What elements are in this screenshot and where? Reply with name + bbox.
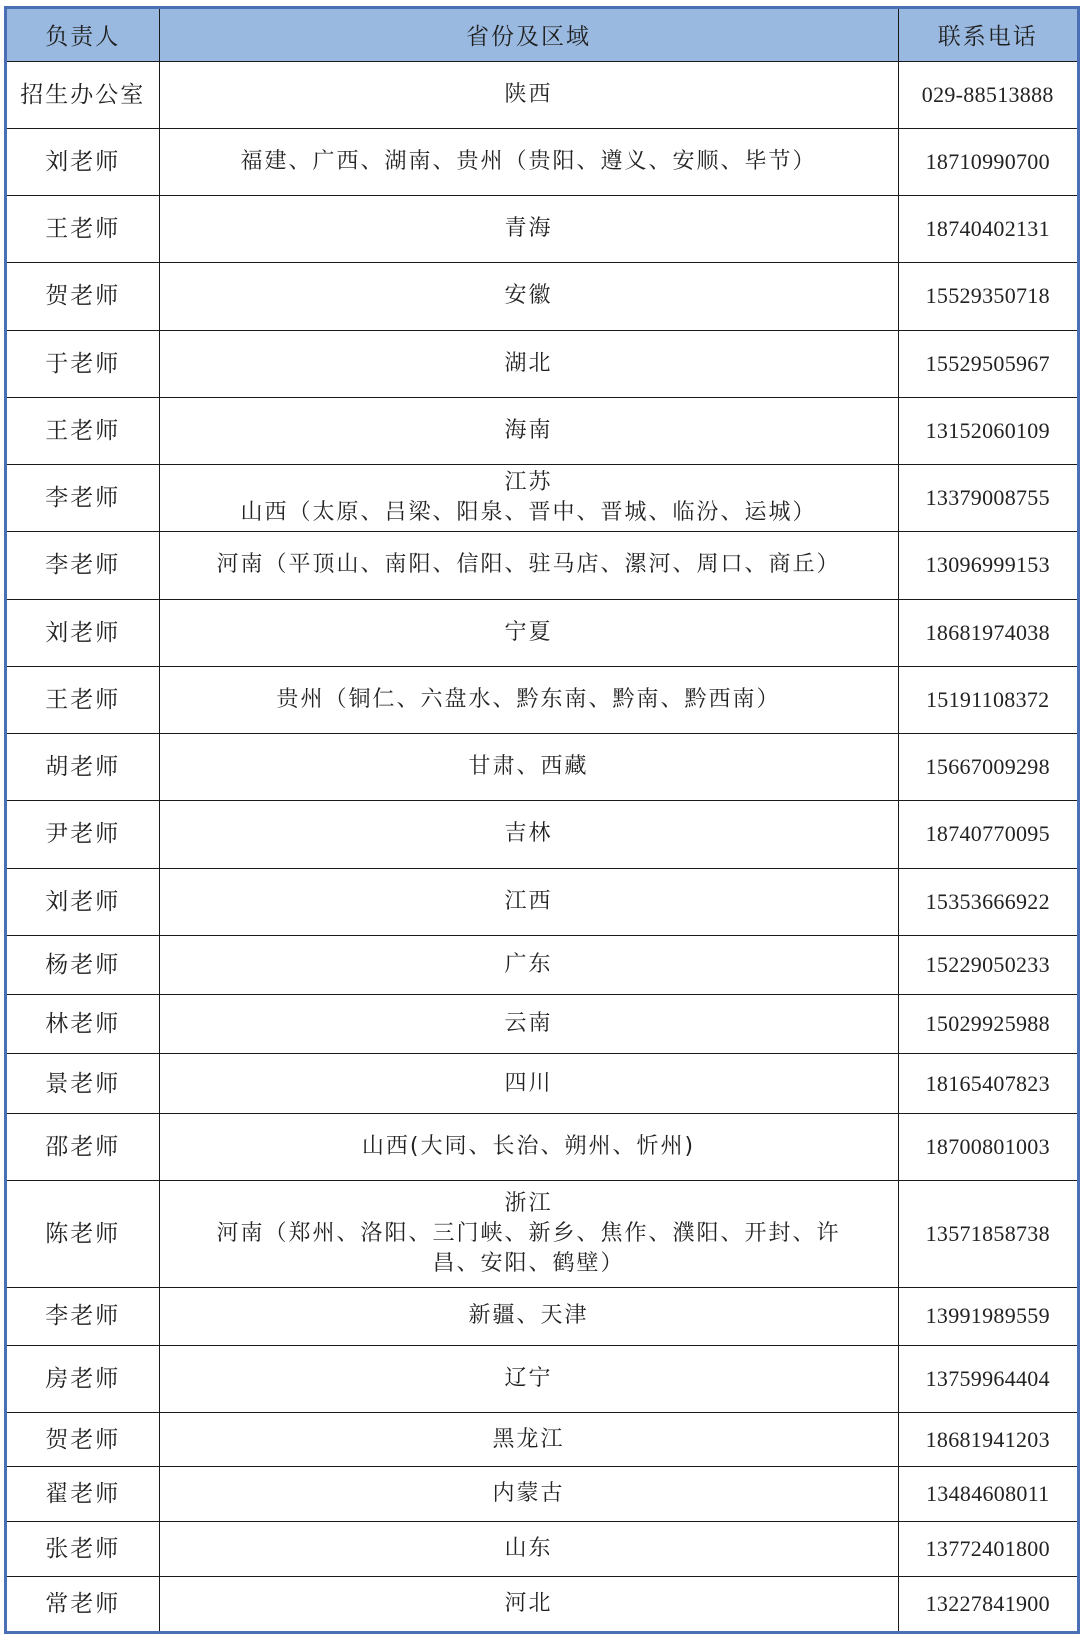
region-cell <box>159 1467 898 1522</box>
table-row <box>7 1345 1077 1412</box>
contact-name-cell: 李老师 <box>7 1287 159 1345</box>
region-cell <box>159 801 898 868</box>
table-row <box>7 1054 1077 1114</box>
contact-name-cell: 陈老师 <box>7 1180 159 1287</box>
phone-cell: 15229050233 <box>898 935 1077 994</box>
contact-name-cell: 李老师 <box>7 465 159 532</box>
region-line: 辽宁 <box>504 1365 553 1391</box>
phone-cell: 13096999153 <box>898 532 1077 599</box>
region-cell <box>159 1180 898 1287</box>
phone-cell: 18740770095 <box>898 801 1077 868</box>
contact-name-cell: 翟老师 <box>7 1467 159 1522</box>
phone-cell: 13379008755 <box>898 465 1077 532</box>
contact-name-cell: 林老师 <box>7 994 159 1054</box>
contact-name-cell: 房老师 <box>7 1345 159 1412</box>
contact-name-cell: 王老师 <box>7 196 159 263</box>
phone-cell: 18700801003 <box>898 1114 1077 1180</box>
region-line: 安徽 <box>504 283 553 309</box>
contact-name-cell: 于老师 <box>7 330 159 397</box>
header-name: 负责人 <box>7 9 159 61</box>
table-row <box>7 868 1077 935</box>
phone-cell: 18165407823 <box>898 1054 1077 1114</box>
table-row <box>7 330 1077 397</box>
region-line: 河北 <box>504 1590 553 1616</box>
table-row <box>7 599 1077 666</box>
region-cell <box>159 1522 898 1577</box>
table-row <box>7 465 1077 532</box>
header-region: 省份及区域 <box>159 9 898 61</box>
contact-name-cell: 王老师 <box>7 666 159 733</box>
region-line: 吉林 <box>504 821 553 847</box>
table-row <box>7 1576 1077 1631</box>
region-line: 青海 <box>504 216 553 242</box>
header-phone: 联系电话 <box>898 9 1077 61</box>
table-row <box>7 397 1077 464</box>
phone-cell: 18681941203 <box>898 1412 1077 1467</box>
contact-name-cell: 张老师 <box>7 1522 159 1577</box>
contact-name-cell: 杨老师 <box>7 935 159 994</box>
table-row <box>7 1522 1077 1577</box>
contact-table-frame <box>4 6 1080 1634</box>
table-row <box>7 994 1077 1054</box>
table-row <box>7 734 1077 801</box>
region-cell <box>159 1345 898 1412</box>
region-cell <box>159 465 898 532</box>
phone-cell: 13152060109 <box>898 397 1077 464</box>
region-line: 浙江 <box>504 1190 553 1216</box>
table-row <box>7 532 1077 599</box>
region-line: 海南 <box>504 417 553 443</box>
table-row <box>7 61 1077 128</box>
region-line: 河南（平顶山、南阳、信阳、驻马店、漯河、周口、商丘） <box>216 552 841 578</box>
region-cell <box>159 994 898 1054</box>
contact-table <box>7 9 1077 1631</box>
region-line: 贵州（铜仁、六盘水、黔东南、黔南、黔西南） <box>276 686 781 712</box>
region-line: 河南（郑州、洛阳、三门峡、新乡、焦作、濮阳、开封、许 <box>216 1220 841 1246</box>
table-row <box>7 128 1077 195</box>
region-line: 广东 <box>504 951 553 977</box>
region-line: 内蒙古 <box>492 1481 565 1507</box>
region-line: 山西(大同、长治、朔州、忻州) <box>361 1133 696 1159</box>
region-cell <box>159 666 898 733</box>
phone-cell: 13772401800 <box>898 1522 1077 1577</box>
region-line: 新疆、天津 <box>468 1303 589 1329</box>
phone-cell: 13484608011 <box>898 1467 1077 1522</box>
phone-cell: 15529350718 <box>898 263 1077 330</box>
phone-cell: 18740402131 <box>898 196 1077 263</box>
region-line: 福建、广西、湖南、贵州（贵阳、遵义、安顺、毕节） <box>240 148 817 174</box>
region-line: 江苏 <box>504 470 553 496</box>
contact-name-cell: 胡老师 <box>7 734 159 801</box>
region-cell <box>159 935 898 994</box>
table-row <box>7 935 1077 994</box>
region-cell <box>159 61 898 128</box>
contact-name-cell: 李老师 <box>7 532 159 599</box>
table-body <box>7 61 1077 1631</box>
phone-cell: 18710990700 <box>898 128 1077 195</box>
phone-cell: 15029925988 <box>898 994 1077 1054</box>
phone-cell: 18681974038 <box>898 599 1077 666</box>
region-cell <box>159 196 898 263</box>
table-row <box>7 196 1077 263</box>
region-line: 四川 <box>504 1070 553 1096</box>
region-cell <box>159 1287 898 1345</box>
table-row <box>7 263 1077 330</box>
region-cell <box>159 1576 898 1631</box>
region-cell <box>159 734 898 801</box>
phone-cell: 13227841900 <box>898 1576 1077 1631</box>
contact-name-cell: 尹老师 <box>7 801 159 868</box>
phone-cell: 15191108372 <box>898 666 1077 733</box>
region-line: 黑龙江 <box>492 1426 565 1452</box>
table-row <box>7 801 1077 868</box>
region-line: 宁夏 <box>504 619 553 645</box>
contact-name-cell: 王老师 <box>7 397 159 464</box>
table-row <box>7 1412 1077 1467</box>
contact-name-cell: 常老师 <box>7 1576 159 1631</box>
region-cell <box>159 532 898 599</box>
region-line: 昌、安阳、鹤壁） <box>432 1250 625 1276</box>
contact-name-cell: 刘老师 <box>7 868 159 935</box>
contact-name-cell: 贺老师 <box>7 263 159 330</box>
phone-cell: 13571858738 <box>898 1180 1077 1287</box>
table-row <box>7 1114 1077 1180</box>
phone-cell: 13991989559 <box>898 1287 1077 1345</box>
table-row <box>7 1467 1077 1522</box>
region-line: 湖北 <box>504 350 553 376</box>
contact-name-cell: 景老师 <box>7 1054 159 1114</box>
contact-name-cell: 招生办公室 <box>7 61 159 128</box>
region-cell <box>159 1114 898 1180</box>
region-cell <box>159 599 898 666</box>
contact-name-cell: 贺老师 <box>7 1412 159 1467</box>
region-cell <box>159 1054 898 1114</box>
region-line: 山东 <box>504 1535 553 1561</box>
region-line: 云南 <box>504 1011 553 1037</box>
phone-cell: 13759964404 <box>898 1345 1077 1412</box>
contact-name-cell: 邵老师 <box>7 1114 159 1180</box>
region-cell <box>159 128 898 195</box>
region-cell <box>159 263 898 330</box>
contact-name-cell: 刘老师 <box>7 128 159 195</box>
region-cell <box>159 397 898 464</box>
phone-cell: 15667009298 <box>898 734 1077 801</box>
table-header-row <box>7 9 1077 61</box>
region-line: 陕西 <box>504 81 553 107</box>
phone-cell: 029-88513888 <box>898 61 1077 128</box>
region-line: 山西（太原、吕梁、阳泉、晋中、晋城、临汾、运城） <box>240 500 817 526</box>
table-row <box>7 1287 1077 1345</box>
table-row <box>7 666 1077 733</box>
table-row <box>7 1180 1077 1287</box>
region-line: 江西 <box>504 888 553 914</box>
phone-cell: 15529505967 <box>898 330 1077 397</box>
region-cell <box>159 330 898 397</box>
region-cell <box>159 1412 898 1467</box>
contact-name-cell: 刘老师 <box>7 599 159 666</box>
region-line: 甘肃、西藏 <box>468 754 589 780</box>
region-cell <box>159 868 898 935</box>
phone-cell: 15353666922 <box>898 868 1077 935</box>
